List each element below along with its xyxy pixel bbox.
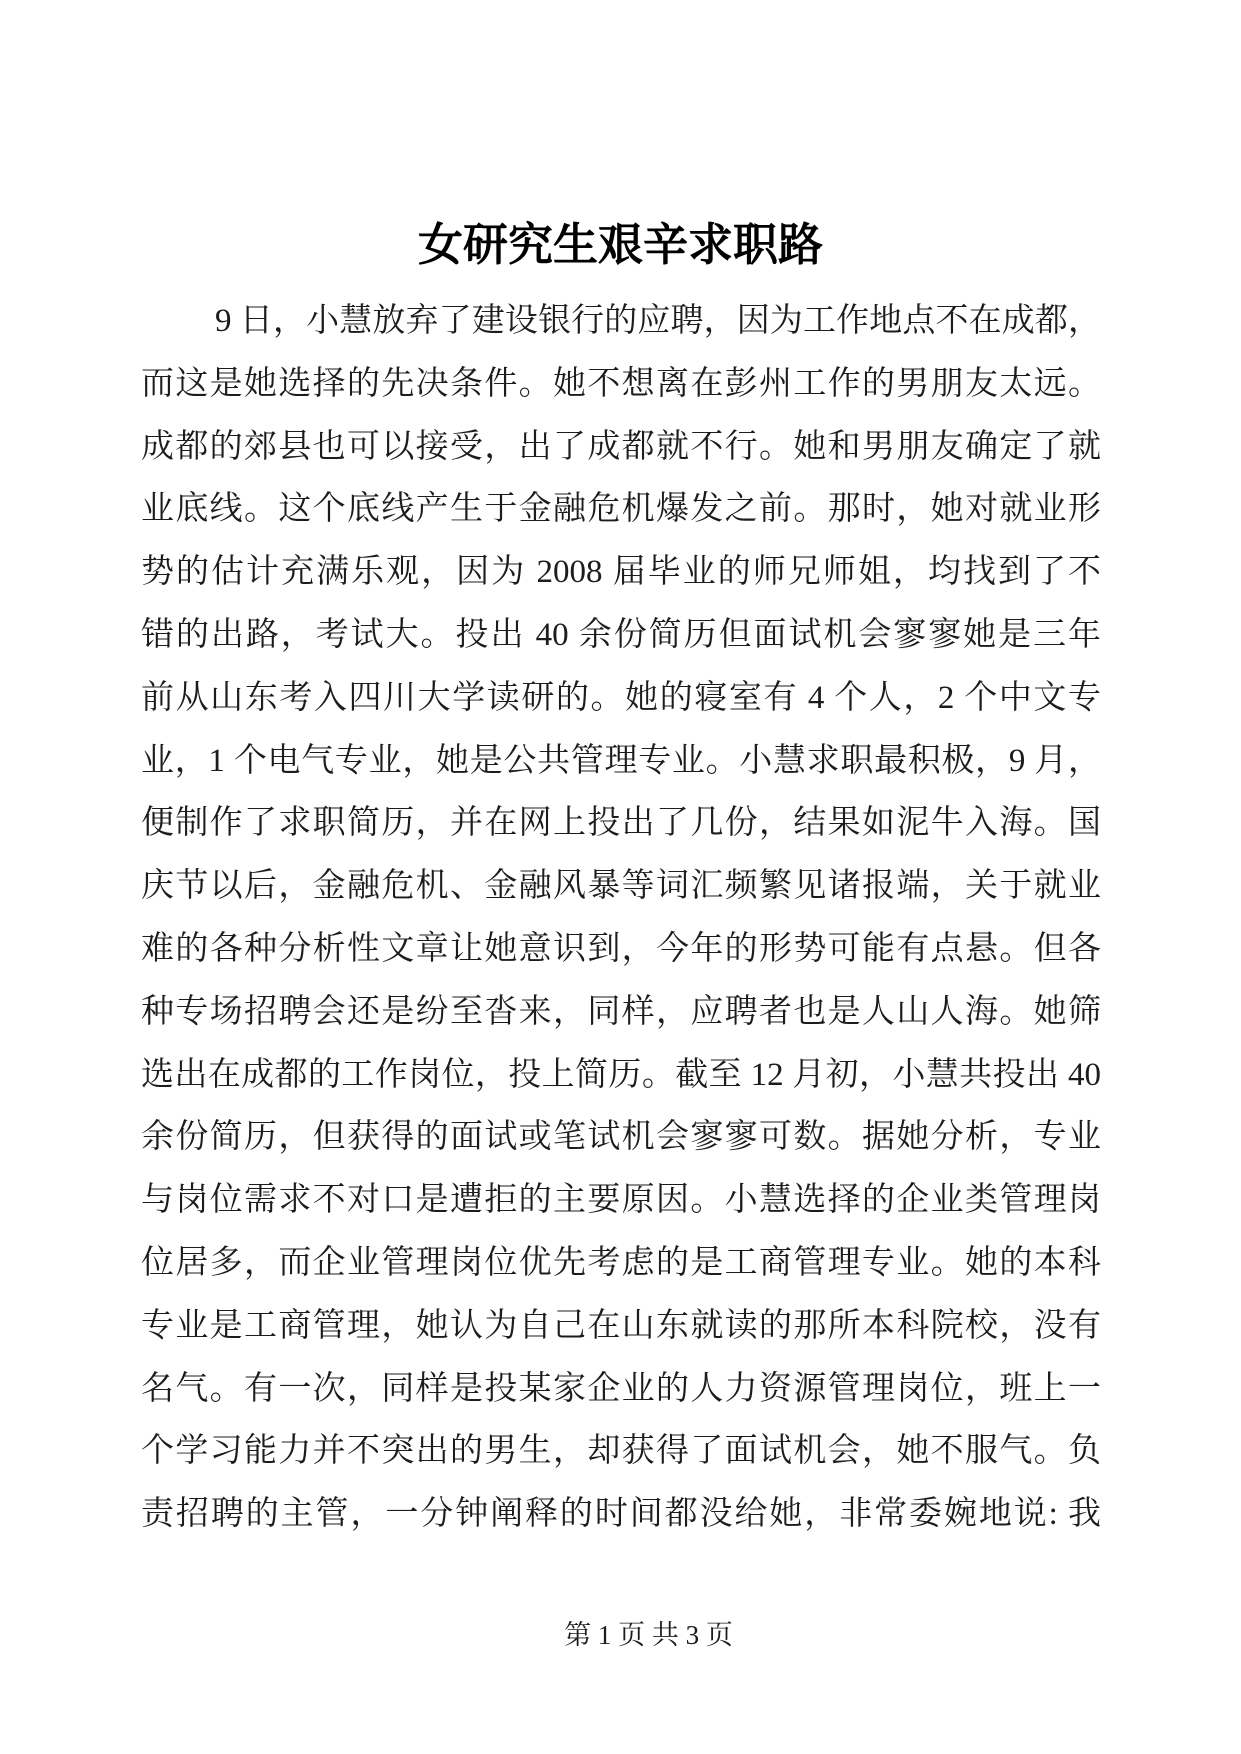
- body-line: 错的出路，考试大。投出 40 余份简历但面试机会寥寥她是三年: [141, 616, 1101, 653]
- body-line: 9 日，小慧放弃了建设银行的应聘，因为工作地点不在成都，: [215, 303, 1101, 339]
- body-line: 业底线。这个底线产生于金融危机爆发之前。那时，她对就业形: [141, 491, 1101, 528]
- body-line: 种专场招聘会还是纷至沓来，同样，应聘者也是人山人海。她筛: [141, 993, 1101, 1030]
- page-footer: [0, 1615, 1241, 1655]
- body-line: 个学习能力并不突出的男生，却获得了面试机会，她不服气。负: [141, 1433, 1101, 1470]
- body-line: 余份简历，但获得的面试或笔试机会寥寥可数。据她分析，专业: [141, 1119, 1101, 1156]
- body-line: 位居多，而企业管理岗位优先考虑的是工商管理专业。她的本科: [141, 1244, 1101, 1281]
- body-line: 庆节以后，金融危机、金融风暴等词汇频繁见诸报端，关于就业: [141, 868, 1101, 905]
- body-line: 而这是她选择的先决条件。她不想离在彭州工作的男朋友太远。: [141, 365, 1101, 402]
- body-line: 便制作了求职简历，并在网上投出了几份，结果如泥牛入海。国: [141, 805, 1101, 842]
- body-line: 名气。有一次，同样是投某家企业的人力资源管理岗位，班上一: [141, 1370, 1101, 1407]
- body-line: 与岗位需求不对口是遭拒的主要原因。小慧选择的企业类管理岗: [141, 1182, 1101, 1219]
- document-body: [141, 290, 1101, 1546]
- body-line: 专业是工商管理，她认为自己在山东就读的那所本科院校，没有: [141, 1307, 1101, 1344]
- body-line: 选出在成都的工作岗位，投上简历。截至 12 月初，小慧共投出 40: [141, 1056, 1101, 1093]
- body-line: 难的各种分析性文章让她意识到，今年的形势可能有点悬。但各: [141, 930, 1101, 967]
- body-line: 势的估计充满乐观，因为 2008 届毕业的师兄师姐，均找到了不: [141, 554, 1101, 591]
- body-line: 前从山东考入四川大学读研的。她的寝室有 4 个人，2 个中文专: [141, 679, 1101, 716]
- document-title: 女研究生艰辛求职路: [417, 220, 823, 270]
- body-line: 业，1 个电气专业，她是公共管理专业。小慧求职最积极，9 月，: [141, 742, 1101, 779]
- body-line: 成都的郊县也可以接受，出了成都就不行。她和男朋友确定了就: [141, 428, 1101, 465]
- body-line: 责招聘的主管，一分钟阐释的时间都没给她，非常委婉地说: 我: [141, 1496, 1101, 1533]
- page-number-label: 第 1 页 共 3 页: [564, 1620, 733, 1650]
